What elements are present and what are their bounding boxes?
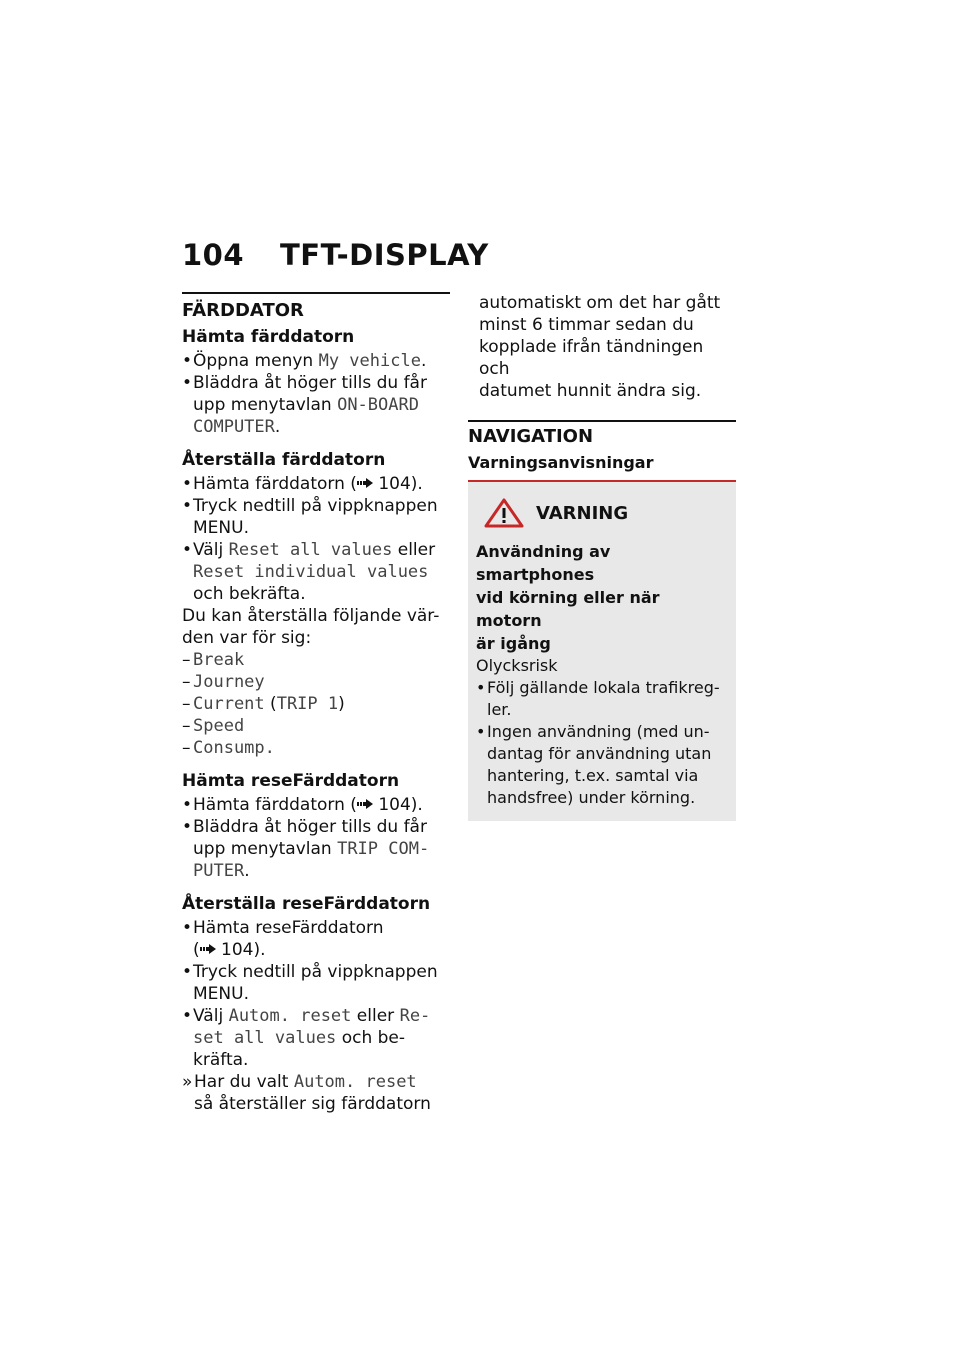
bullet: • — [182, 1006, 193, 1026]
list-item: • Välj Reset all values eller — [182, 540, 436, 560]
warning-title: är igång — [476, 634, 551, 653]
page-reference-arrow-icon — [357, 799, 373, 809]
list-item-cont: Reset individual values — [193, 562, 429, 582]
page-number: 104 — [182, 238, 245, 272]
bullet: • — [182, 474, 193, 494]
page-title: TFT-DISPLAY — [280, 238, 489, 272]
list-item-cont: och bekräfta. — [193, 584, 306, 604]
left-column — [182, 292, 450, 1115]
warning-risk: Olycksrisk — [476, 656, 558, 675]
dash-item: – Journey — [182, 672, 265, 692]
section-title: NAVIGATION — [468, 426, 594, 447]
result-item: » Har du valt Autom. reset — [182, 1072, 417, 1092]
list-item: • Öppna menyn My vehicle. — [182, 351, 427, 371]
warning-box — [468, 480, 736, 821]
dash-item: – Consump. — [182, 738, 275, 758]
dash-item: – Current (TRIP 1) — [182, 694, 345, 714]
warning-list-item-cont: handsfree) under körning. — [487, 788, 696, 807]
list-item-cont: MENU. — [193, 518, 249, 538]
right-column — [468, 292, 736, 821]
page-reference-arrow-icon — [200, 944, 216, 954]
list-item: • Hämta färddatorn ( 104). — [182, 474, 423, 494]
paragraph: Du kan återställa följande vär- — [182, 606, 440, 626]
warning-title: Användning av smartphones — [476, 542, 611, 584]
warning-list-item-cont: ler. — [487, 700, 512, 719]
bullet: • — [182, 817, 193, 837]
bullet: • — [182, 373, 193, 393]
list-item-cont: PUTER. — [193, 861, 250, 881]
list-item-cont: MENU. — [193, 984, 249, 1004]
bullet: • — [182, 351, 193, 371]
subheading: Återställa färddatorn — [182, 450, 386, 470]
page-header — [182, 238, 489, 272]
page-reference-arrow-icon — [357, 478, 373, 488]
list-item-cont: ( 104). — [193, 940, 266, 960]
warning-header — [476, 498, 728, 528]
continued-text: minst 6 timmar sedan du — [479, 315, 694, 335]
list-item-cont: kräfta. — [193, 1050, 249, 1070]
result-item-cont: så återställer sig färddatorn — [194, 1094, 431, 1114]
warning-label: VARNING — [536, 502, 629, 524]
warning-title: vid körning eller när motorn — [476, 588, 660, 630]
warning-list-item-cont: hantering, t.ex. samtal via — [487, 766, 699, 785]
continued-text: datumet hunnit ändra sig. — [479, 381, 702, 401]
subheading: Återställa reseFärddatorn — [182, 894, 431, 914]
list-item-cont: COMPUTER. — [193, 417, 281, 437]
continued-text: kopplade ifrån tändningen och — [479, 337, 704, 379]
subheading: Hämta reseFärddatorn — [182, 771, 400, 791]
warning-list-item: • Följ gällande lokala trafikreg- — [476, 678, 720, 697]
list-item: • Bläddra åt höger tills du får — [182, 373, 427, 393]
section-rule — [182, 292, 450, 294]
bullet: • — [182, 540, 193, 560]
subheading: Varningsanvisningar — [468, 453, 654, 472]
section-rule — [468, 420, 736, 422]
continued-text: automatiskt om det har gått — [479, 293, 721, 313]
bullet: • — [182, 962, 193, 982]
list-item-cont: upp menytavlan ON-BOARD — [193, 395, 419, 415]
bullet: • — [182, 795, 193, 815]
list-item: • Tryck nedtill på vippknappen — [182, 962, 438, 982]
section-title: FÄRDDATOR — [182, 300, 304, 321]
result-arrow-icon: » — [182, 1072, 193, 1092]
list-item: • Bläddra åt höger tills du får — [182, 817, 427, 837]
warning-list-item-cont: dantag för användning utan — [487, 744, 712, 763]
paragraph: den var för sig: — [182, 628, 312, 648]
dash-item: – Break — [182, 650, 245, 670]
bullet: • — [182, 918, 193, 938]
subheading: Hämta färddatorn — [182, 327, 355, 347]
list-item-cont: upp menytavlan TRIP COM- — [193, 839, 430, 859]
list-item: • Hämta färddatorn ( 104). — [182, 795, 423, 815]
list-item: • Tryck nedtill på vippknappen — [182, 496, 438, 516]
list-item: • Hämta reseFärddatorn — [182, 918, 384, 938]
dash-item: – Speed — [182, 716, 245, 736]
warning-triangle-icon — [484, 498, 524, 528]
warning-list-item: • Ingen användning (med un- — [476, 722, 710, 741]
bullet: • — [182, 496, 193, 516]
list-item-cont: set all values och be- — [193, 1028, 406, 1048]
list-item: • Välj Autom. reset eller Re- — [182, 1006, 431, 1026]
